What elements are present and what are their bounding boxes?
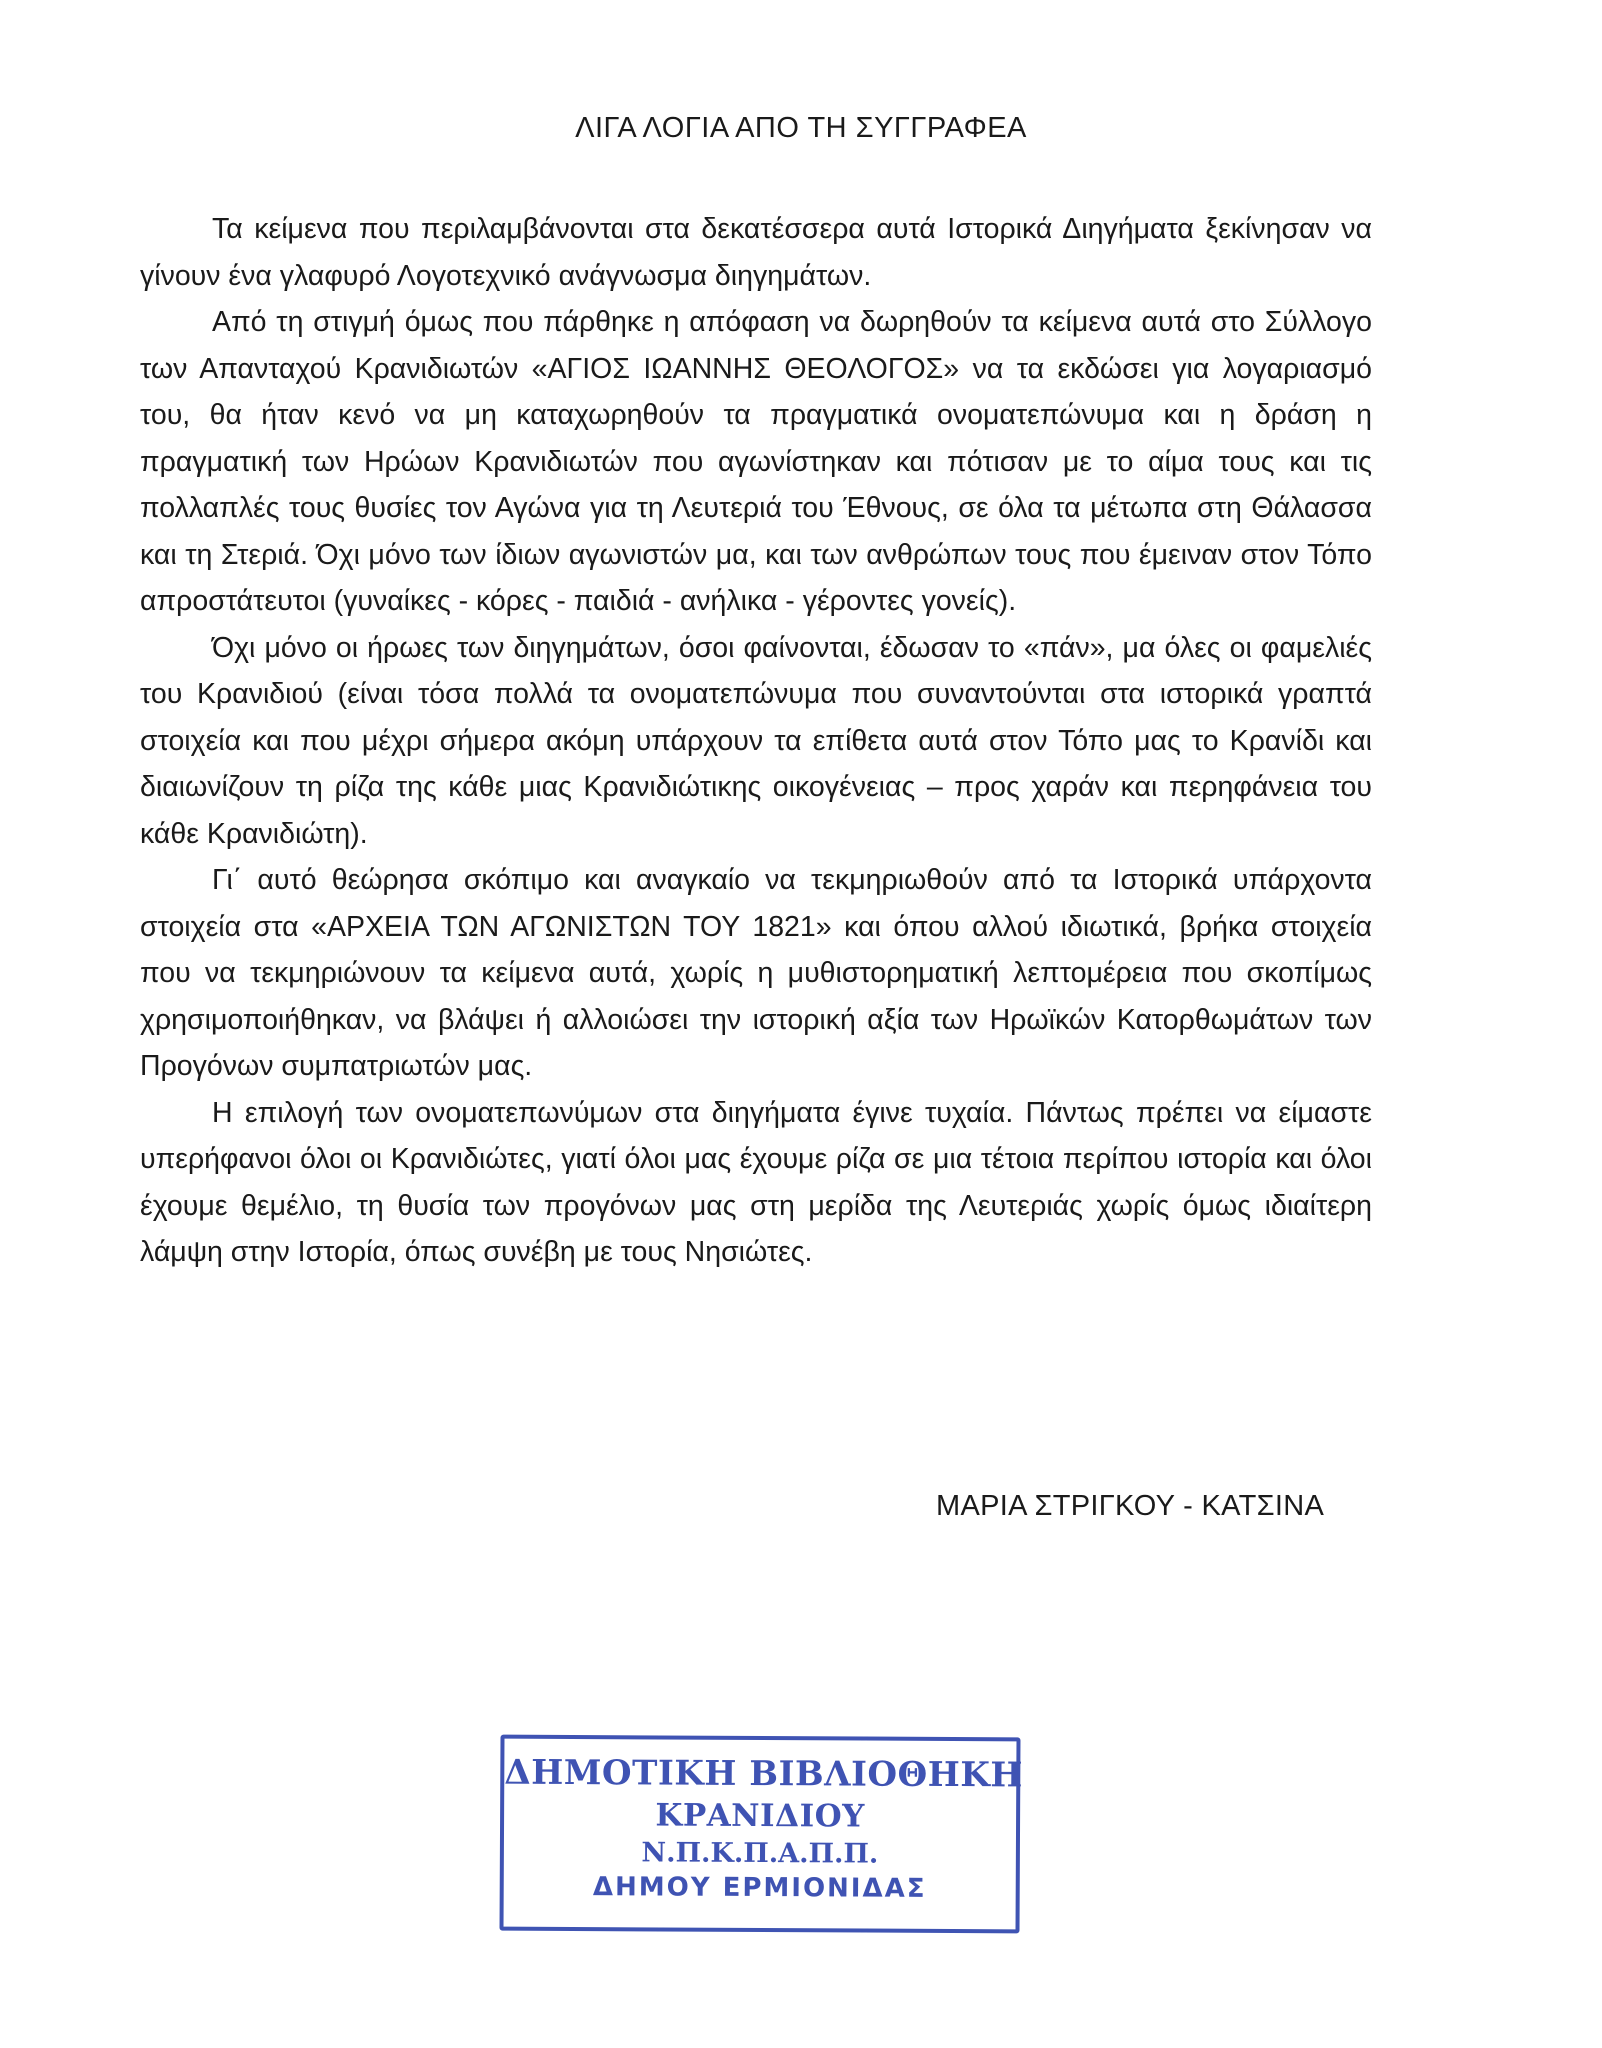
stamp-line-2: ΚΡΑΝΙΔΙΟΥ xyxy=(655,1797,865,1835)
stamp-line-3: Ν.Π.Κ.Π.Α.Π.Π. xyxy=(641,1837,879,1870)
stamp-line-1: ΔΗΜΟΤΙΚΗ ΒΙΒΛΙΟΘΗΚΗ xyxy=(504,1752,1024,1796)
paragraph-5: Η επιλογή των ονοματεπωνύμων στα διηγήματα έγινε τυχαία. Πάντως πρέπει να είμαστε υπερήφανοι όλοι οι Κρανιδιώτες, γιατί όλοι μας έχουμε ρίζα σε μια τέτοια περίπου ιστορία και όλοι έχουμε θεμέλιο, τη θυσία των προγόνων μας στη μερίδα της Λευτεριάς χωρίς όμως ιδιαίτερη λάμψη στην Ιστορία, όπως συνέβη με τους Νησιώτες. xyxy=(140,1096,1372,1268)
stamp-line-4: ΔΗΜΟΥ ΕΡΜΙΟΝΙΔΑΣ xyxy=(592,1872,927,1904)
page-title: ΛΙΓΑ ΛΟΓΙΑ ΑΠΟ ΤΗ ΣΥΓΓΡΑΦΕΑ xyxy=(575,112,1027,144)
paragraph-2: Από τη στιγμή όμως που πάρθηκε η απόφαση να δωρηθούν τα κείμενα αυτά στο Σύλλογο των Απανταχού Κρανιδιωτών «ΑΓΙΟΣ ΙΩΑΝΝΗΣ ΘΕΟΛΟΓΟΣ» να τα εκδώσει για λογαριασμό του, θα ήταν κενό να μη καταχωρηθούν τα πραγματικά ονοματεπώνυμα και η δράση η πραγματική των Ηρώων Κρανιδιωτών που αγωνίστηκαν και πότισαν με το αίμα τους και τις πολλαπλές τους θυσίες τον Αγώνα για τη Λευτεριά του Έθνους, σε όλα τα μέτωπα στη Θάλασσα και τη Στεριά. Όχι μόνο των ίδιων αγωνιστών μα, και των ανθρώπων τους που έμειναν στον Τόπο απροστάτευτοι (γυναίκες - κόρες - παιδιά - ανήλικα - γέροντες γονείς). xyxy=(140,306,1372,617)
paragraph-1: Τα κείμενα που περιλαμβάνονται στα δεκατέσσερα αυτά Ιστορικά Διηγήματα ξεκίνησαν να γίνουν ένα γλαφυρό Λογοτεχνικό ανάγνωσμα διηγημάτων. xyxy=(140,213,1372,292)
paragraph-4: Γι΄ αυτό θεώρησα σκόπιμο και αναγκαίο να τεκμηριωθούν από τα Ιστορικά υπάρχοντα στοιχεία στα «ΑΡΧΕΙΑ ΤΩΝ ΑΓΩΝΙΣΤΩΝ ΤΟΥ 1821» και όπου αλλού ιδιωτικά, βρήκα στοιχεία που να τεκμηριώνουν τα κείμενα αυτά, χωρίς η μυθιστορηματική λεπτομέρεια που σκοπίμως χρησιμοποιήθηκαν, να βλάψει ή αλλοιώσει την ιστορική αξία των Ηρωϊκών Κατορθωμάτων των Προγόνων συμπατριωτών μας. xyxy=(140,864,1372,1082)
author-signature: ΜΑΡΙΑ ΣΤΡΙΓΚΟΥ - ΚΑΤΣΙΝΑ xyxy=(936,1490,1325,1522)
paragraph-3: Όχι μόνο οι ήρωες των διηγημάτων, όσοι φαίνονται, έδωσαν το «πάν», μα όλες οι φαμελιές του Κρανιδιού (είναι τόσα πολλά τα ονοματεπώνυμα που συναντούνται στα ιστορικά γραπτά στοιχεία και που μέχρι σήμερα ακόμη υπάρχουν τα επίθετα αυτά στον Τόπο μας το Κρανίδι και διαιωνίζουν τη ρίζα της κάθε μιας Κρανιδιώτικης οικογένειας – προς χαράν και περηφάνεια του κάθε Κρανιδιώτη). xyxy=(140,631,1372,850)
body-text xyxy=(140,206,1372,1276)
library-stamp xyxy=(499,1735,1024,1934)
